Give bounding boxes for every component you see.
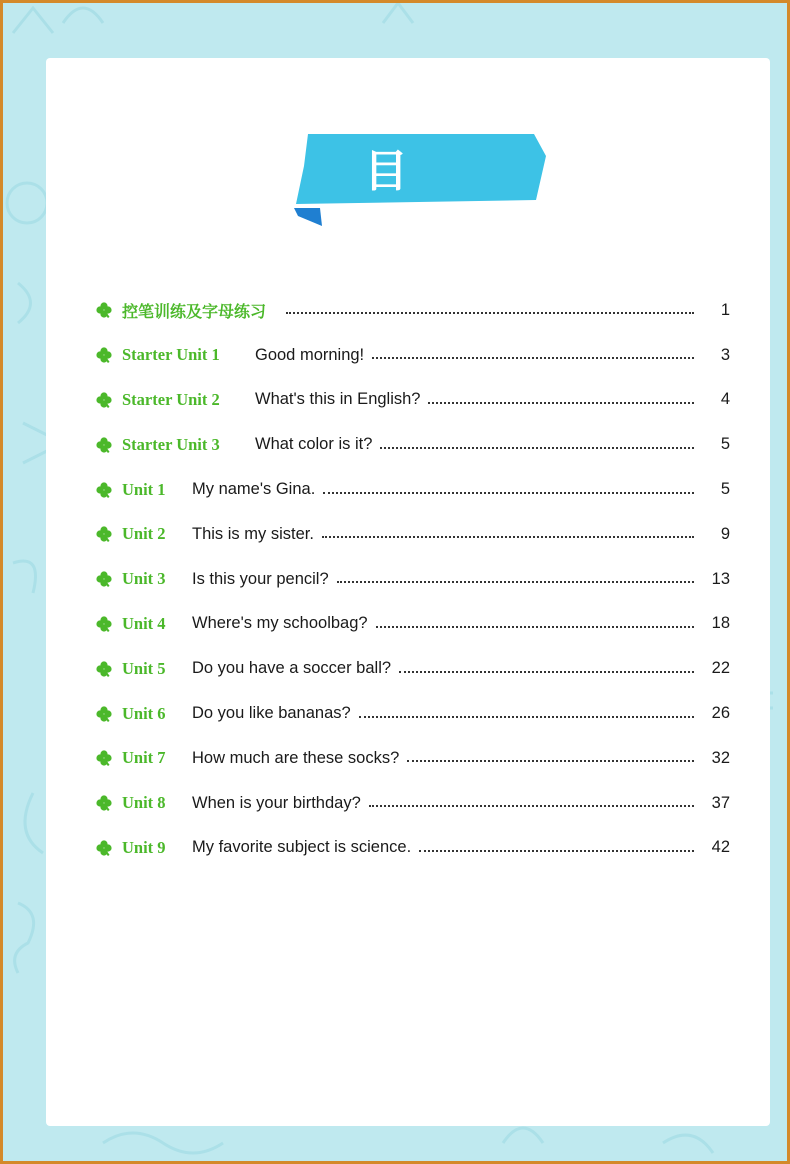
toc-unit-label: Starter Unit 2 — [122, 389, 220, 409]
toc-unit-label: Starter Unit 3 — [122, 434, 220, 454]
toc-unit-label: Unit 7 — [122, 748, 166, 768]
dot-leader — [407, 758, 694, 762]
toc-unit-title: Do you like bananas? — [192, 704, 351, 723]
toc-unit-label: Unit 3 — [122, 569, 166, 589]
toc-entry[interactable] — [96, 557, 730, 602]
toc-unit-title: Where's my schoolbag? — [192, 614, 368, 633]
clover-icon — [96, 392, 112, 408]
dot-leader — [286, 310, 694, 314]
toc-unit-title: Good morning! — [255, 345, 365, 364]
toc-unit-label: Unit 4 — [122, 613, 166, 633]
toc-page-number: 32 — [711, 748, 730, 767]
dot-leader — [419, 848, 694, 852]
toc-unit-title: When is your birthday? — [192, 793, 361, 812]
toc-unit-label: 控笔训练及字母练习 — [122, 301, 267, 321]
toc-entry[interactable] — [96, 378, 730, 423]
toc-page-number: 1 — [720, 300, 730, 319]
clover-icon — [96, 526, 112, 542]
clover-icon — [96, 302, 112, 318]
clover-icon — [96, 750, 112, 766]
toc-unit-label: Unit 1 — [122, 479, 166, 499]
clover-icon — [96, 347, 112, 363]
clover-icon — [96, 795, 112, 811]
toc-entry[interactable] — [96, 736, 730, 781]
toc-page-number: 5 — [720, 435, 730, 454]
toc-page-number: 4 — [720, 390, 730, 409]
dot-leader — [369, 803, 694, 807]
toc-unit-title: Do you have a soccer ball? — [192, 659, 392, 678]
toc-entry[interactable] — [96, 288, 730, 333]
toc-page-number: 3 — [720, 345, 730, 364]
toc-unit-title: What's this in English? — [255, 390, 421, 409]
toc-entry[interactable] — [96, 826, 730, 871]
clover-icon — [96, 706, 112, 722]
toc-page-number: 13 — [711, 569, 730, 588]
toc-page-number: 18 — [711, 614, 730, 633]
toc-entry[interactable] — [96, 333, 730, 378]
dot-leader — [359, 714, 694, 718]
toc-entry[interactable] — [96, 691, 730, 736]
toc-entry[interactable] — [96, 602, 730, 647]
toc-unit-label: Unit 6 — [122, 703, 166, 723]
dot-leader — [376, 624, 694, 628]
toc-unit-title: My name's Gina. — [192, 480, 316, 499]
toc-page — [46, 58, 770, 1126]
toc-page-number: 22 — [711, 659, 730, 678]
toc-unit-title: This is my sister. — [192, 524, 314, 543]
dot-leader — [323, 490, 694, 494]
toc-unit-title: How much are these socks? — [192, 748, 400, 767]
clover-icon — [96, 840, 112, 856]
toc-unit-title: What color is it? — [255, 435, 373, 454]
dot-leader — [372, 355, 694, 359]
toc-entry[interactable] — [96, 646, 730, 691]
clover-icon — [96, 571, 112, 587]
toc-page-number: 37 — [711, 793, 730, 812]
toc-unit-title: Is this your pencil? — [192, 569, 329, 588]
toc-unit-label: Unit 5 — [122, 658, 166, 678]
toc-unit-label: Unit 9 — [122, 837, 166, 857]
table-of-contents — [96, 288, 730, 870]
toc-page-number: 26 — [711, 704, 730, 723]
toc-unit-title: My favorite subject is science. — [192, 838, 412, 857]
toc-page-number: 5 — [720, 480, 730, 499]
clover-icon — [96, 482, 112, 498]
clover-icon — [96, 661, 112, 677]
toc-entry[interactable] — [96, 781, 730, 826]
dot-leader — [399, 669, 694, 673]
dot-leader — [428, 400, 694, 404]
toc-unit-label: Starter Unit 1 — [122, 345, 220, 365]
dot-leader — [337, 579, 694, 583]
dot-leader — [322, 534, 694, 538]
toc-page-number: 9 — [720, 524, 730, 543]
clover-icon — [96, 616, 112, 632]
dot-leader — [380, 445, 694, 449]
toc-entry[interactable] — [96, 512, 730, 557]
clover-icon — [96, 437, 112, 453]
toc-entry[interactable] — [96, 467, 730, 512]
toc-page-number: 42 — [711, 838, 730, 857]
toc-unit-label: Unit 8 — [122, 793, 166, 813]
toc-unit-label: Unit 2 — [122, 524, 166, 544]
page-title: 目录 — [364, 146, 442, 257]
toc-entry[interactable] — [96, 422, 730, 467]
